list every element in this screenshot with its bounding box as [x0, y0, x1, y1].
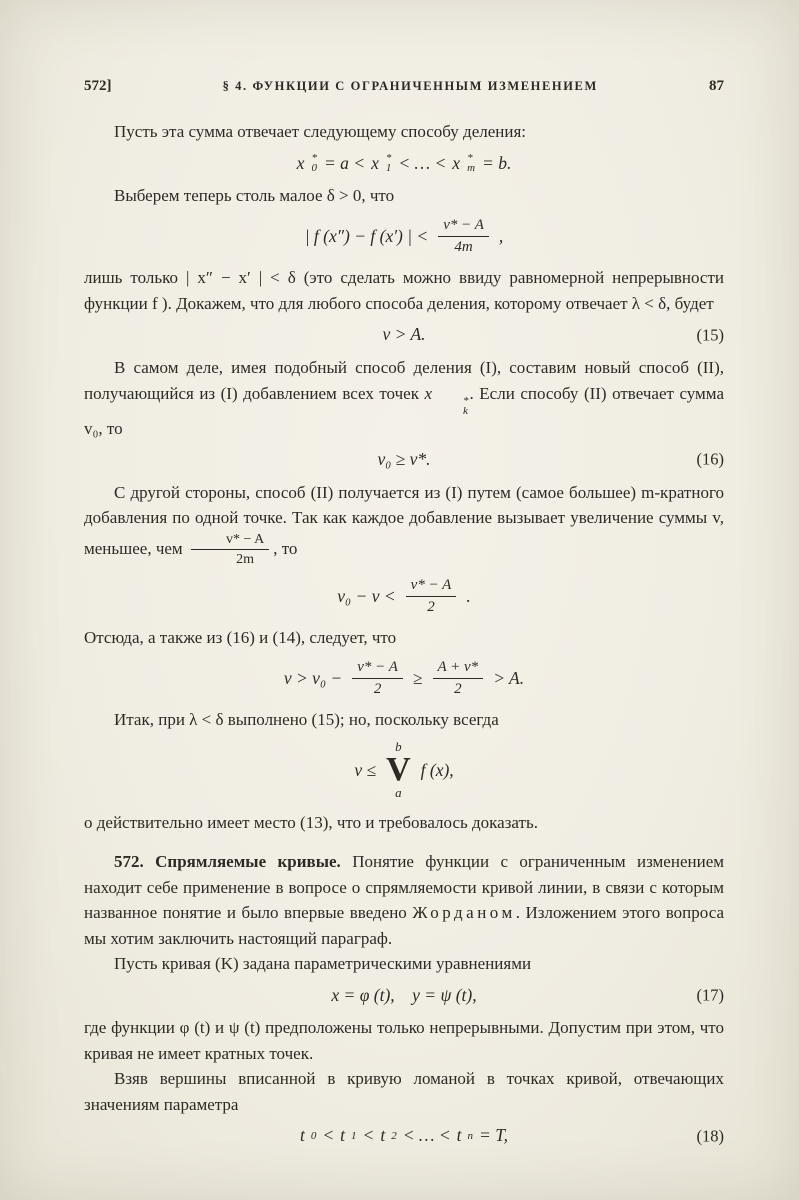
variation-symbol — [386, 740, 411, 801]
numerator: A + v* — [433, 658, 484, 679]
math-run: . — [466, 585, 471, 606]
math-var: t — [299, 1125, 305, 1146]
equation-tag: (16) — [696, 449, 724, 469]
running-head — [84, 78, 724, 95]
equation-line — [337, 576, 470, 617]
fraction — [406, 576, 457, 617]
math-var: x — [296, 152, 305, 173]
equation-uniform-continuity — [84, 216, 724, 257]
equation-line — [297, 152, 512, 175]
paragraph-2: Выберем теперь столь малое δ > 0, что — [114, 186, 395, 206]
equation-15 — [84, 323, 724, 346]
equation-line — [284, 658, 524, 699]
denominator: 2m — [236, 552, 255, 568]
math-run: v > A. — [382, 324, 426, 345]
math-run: ≥ — [412, 667, 423, 688]
math-var: x — [371, 152, 379, 173]
paragraph-4 — [84, 355, 724, 441]
text-run: С другой стороны, способ (II) получается из (I) путем (самое большее) m-кратного добавления по одной точке. Так как каждое добавление вызывает увеличение суммы v, меньшее, чем — [84, 482, 724, 558]
subscript: 2 — [391, 1129, 397, 1142]
equation-tag: (18) — [696, 1126, 724, 1146]
supsub: * k — [463, 394, 469, 417]
math-var: t — [340, 1125, 346, 1146]
subscript: n — [467, 1129, 474, 1142]
paragraph-1: Пусть эта сумма отвечает следующему способу деления: — [114, 122, 527, 141]
equation-total-variation — [84, 740, 724, 801]
math-run: x = φ (t), y = ψ (t), — [331, 984, 477, 1005]
paragraph-7: Итак, при λ < δ выполнено (15); но, поскольку всегда — [114, 710, 499, 730]
math-run: v₀ ≥ v*. — [377, 449, 431, 469]
fraction — [438, 216, 489, 257]
paragraph-8: о действительно имеет место (13), что и требовалось доказать. — [84, 812, 538, 832]
equation-16 — [84, 448, 724, 471]
supsub: * 0 — [311, 151, 317, 174]
denominator: 2 — [454, 680, 462, 697]
section-number-left: 572] — [84, 78, 112, 94]
math-run: > A. — [493, 667, 525, 688]
math-run: = a < — [323, 152, 366, 173]
supsub: * 1 — [385, 151, 392, 174]
text-run: . Если способу (II) отвечает сумма v₀, то — [84, 383, 724, 438]
math-var: t — [380, 1125, 386, 1146]
math-run: < … < — [402, 1125, 451, 1146]
math-run: < — [322, 1125, 335, 1146]
paragraph-10: Пусть кривая (K) задана параметрическими уравнениями — [114, 954, 532, 974]
equation-chain-inequality — [84, 658, 724, 699]
paragraph-9-section-572 — [84, 849, 724, 951]
fraction — [352, 658, 403, 699]
math-var: x — [452, 152, 461, 173]
section-heading: 572. Спрямляемые кривые. — [114, 852, 341, 872]
paragraph-3: лишь только | x″ − x′ | < δ (это сделать можно ввиду равномерной непрерывности функции f ). Докажем, что для любого способа деления, которому отвечает λ < δ, будет — [84, 268, 724, 313]
text-run: В самом деле, имея подобный способ деления (I), составим новый способ (II), получающийся из (I) добавлением всех точек — [84, 358, 724, 403]
denominator: 2 — [427, 598, 435, 615]
paragraph-11: где функции φ (t) и ψ (t) предположены только непрерывными. Допустим при этом, что кривая не имеет кратных точек. — [84, 1018, 724, 1063]
paragraph-6: Отсюда, а также из (16) и (14), следует, что — [84, 628, 397, 648]
equation-18 — [84, 1124, 724, 1147]
equation-v0-minus-v — [84, 576, 724, 617]
supsub: * m — [467, 151, 476, 174]
math-var: x — [424, 383, 433, 403]
math-run: = b. — [482, 152, 512, 173]
paragraph-5 — [84, 480, 724, 569]
equation-line — [300, 1124, 508, 1147]
equation-line — [305, 216, 504, 257]
math-run: v ≤ — [354, 759, 377, 780]
math-run: v₀ − v < — [337, 585, 396, 606]
equation-line — [354, 740, 453, 801]
math-run: < — [362, 1125, 375, 1146]
variation-upper-limit: b — [395, 738, 402, 754]
equation-division-scheme — [84, 152, 724, 175]
fraction — [433, 658, 484, 699]
math-run: , — [498, 225, 504, 246]
text-run: , то — [273, 538, 298, 558]
running-title: § 4. ФУНКЦИИ С ОГРАНИЧЕННЫМ ИЗМЕНЕНИЕМ — [222, 79, 598, 93]
paragraph-12: Взяв вершины вписанной в кривую ломаной в точках кривой, отвечающих значениям параметра — [84, 1069, 724, 1114]
subscript: 1 — [351, 1129, 357, 1142]
math-run: | f (x″) − f (x′) | < — [304, 225, 429, 246]
page-content — [84, 78, 724, 1156]
equation-tag: (17) — [696, 985, 724, 1005]
numerator: v* − A — [438, 216, 489, 237]
math-run: v > v₀ − — [283, 667, 343, 688]
math-run: = T, — [479, 1125, 509, 1146]
page-number: 87 — [709, 78, 724, 94]
denominator: 2 — [373, 680, 382, 697]
equation-17 — [84, 984, 724, 1007]
text-run: . Изложением этого вопроса мы хотим заключить настоящий параграф. — [84, 903, 724, 948]
subscript: 0 — [310, 1129, 317, 1142]
fraction — [191, 531, 269, 569]
numerator: v* − A — [191, 531, 269, 551]
equation-tag: (15) — [696, 324, 724, 344]
text-run: Понятие функции с ограниченным изменением находит себе применение в вопросе о спрямляемости кривой линии, в связи с которым названное понятие и было впервые введено — [84, 852, 724, 923]
author-name-spaced: Жорданом — [412, 903, 516, 923]
variation-lower-limit: a — [395, 785, 402, 801]
math-run: f (x), — [420, 759, 454, 780]
big-v-glyph: V — [386, 751, 411, 789]
math-var: t — [456, 1125, 462, 1146]
math-run: < … < — [398, 152, 447, 173]
denominator: 4m — [454, 238, 473, 255]
numerator: v* − A — [352, 658, 403, 679]
numerator: v* − A — [406, 576, 457, 597]
